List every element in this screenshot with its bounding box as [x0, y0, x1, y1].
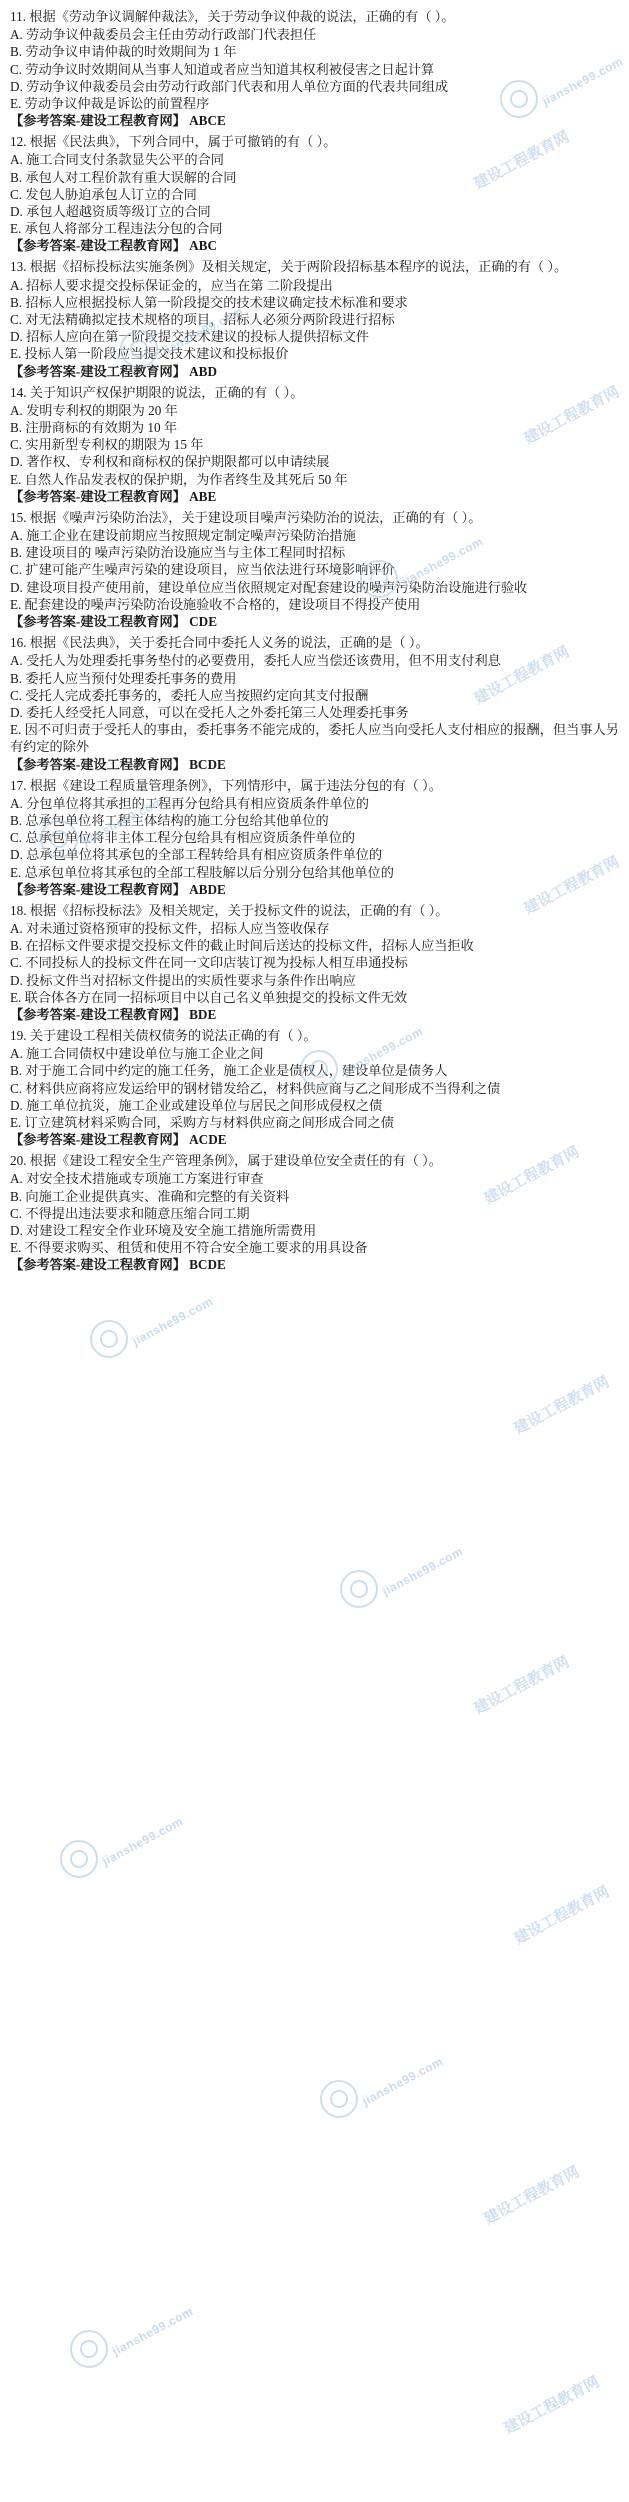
question-block: [10, 133, 619, 255]
answer-suffix: 】: [172, 756, 186, 772]
option-item: C. 扩建可能产生噪声污染的建设项目，应当依法进行环境影响评价: [10, 562, 395, 578]
answer-line: [10, 1256, 619, 1274]
watermark-logo-icon: [70, 2330, 108, 2368]
option-item: D. 建设项目投产使用前，建设单位应当依照规定对配套建设的噪声污染防治设施进行验收: [10, 579, 528, 595]
option-item: C. 劳动争议时效期间从当事人知道或者应当知道其权利被侵害之日起计算: [10, 61, 435, 77]
watermark-brand-text: 建设工程教育网: [511, 1373, 613, 1438]
answer-line: [10, 237, 619, 255]
watermark-logo-icon: [60, 1840, 98, 1878]
option-item: D. 总承包单位将其承包的全部工程转给具有相应资质条件单位的: [10, 847, 383, 863]
question-stem: 12. 根据《民法典》，下列合同中，属于可撤销的有（ ）。: [10, 134, 337, 150]
option-item: C. 受托人完成委托事务的，委托人应当按照约定向其支付报酬: [10, 687, 369, 703]
answer-suffix: 】: [172, 881, 186, 897]
answer-prefix: 【参考答案-: [10, 363, 81, 379]
option-item: D. 劳动争议仲裁委员会由劳动行政部门代表和用人单位方面的代表共同组成: [10, 78, 449, 94]
option-item: A. 劳动争议仲裁委员会主任由劳动行政部门代表担任: [10, 27, 317, 43]
answer-line: [10, 613, 619, 631]
option-item: D. 投标文件当对招标文件提出的实质性要求与条件作出响应: [10, 972, 356, 988]
option-item: A. 受托人为处理委托事务垫付的必要费用，委托人应当偿还该费用，但不用支付利息: [10, 653, 501, 669]
watermark-brand-text: 建设工程教育网: [481, 2163, 583, 2228]
option-item: A. 对安全技术措施或专项施工方案进行审查: [10, 1171, 264, 1187]
answer-line: [10, 363, 619, 381]
watermark-site-text: jianshe99.com: [400, 534, 486, 589]
question-stem: 19. 关于建设工程相关债权债务的说法正确的有（ ）。: [10, 1027, 317, 1043]
answer-suffix: 】: [172, 488, 186, 504]
answer-value: ACDE: [189, 1132, 227, 1148]
watermark-site-text: jianshe99.com: [110, 2304, 196, 2359]
watermark-logo-icon: [340, 1570, 378, 1608]
option-item: B. 对于施工合同中约定的施工任务，施工企业是债权人，建设单位是债务人: [10, 1063, 448, 1079]
option-item: A. 施工合同债权中建设单位与施工企业之间: [10, 1046, 264, 1062]
answer-value: ABCE: [189, 113, 226, 129]
question-stem: 14. 关于知识产权保护期限的说法，正确的有（ ）。: [10, 384, 304, 400]
answer-source: 建设工程教育网: [80, 881, 173, 897]
option-item: C. 发包人胁迫承包人订立的合同: [10, 186, 197, 202]
answer-source: 建设工程教育网: [80, 756, 173, 772]
option-item: D. 招标人应向在第一阶段提交技术建议的投标人提供招标文件: [10, 329, 369, 345]
option-item: C. 不同投标人的投标文件在同一文印店装订视为投标人相互串通投标: [10, 955, 408, 971]
answer-source: 建设工程教育网: [80, 488, 173, 504]
question-stem: 17. 根据《建设工程质量管理条例》，下列情形中，属于违法分包的有（ ）。: [10, 777, 442, 793]
watermark-site-text: jianshe99.com: [540, 54, 626, 109]
answer-line: [10, 488, 619, 506]
answer-source: 建设工程教育网: [80, 363, 173, 379]
answer-value: BDE: [189, 1006, 217, 1022]
answer-source: 建设工程教育网: [80, 1132, 173, 1148]
watermark-site-text: jianshe99.com: [100, 1814, 186, 1869]
question-block: [10, 777, 619, 899]
option-item: C. 对无法精确拟定技术规格的项目，招标人必须分两阶段进行招标: [10, 312, 395, 328]
answer-value: ABDE: [189, 881, 226, 897]
answer-value: BCDE: [189, 756, 226, 772]
watermark-site-text: jianshe99.com: [340, 1024, 426, 1079]
watermark-site-text: jianshe99.com: [130, 1294, 216, 1349]
option-item: A. 施工合同支付条款显失公平的合同: [10, 152, 224, 168]
answer-value: ABC: [189, 238, 217, 254]
watermark-site-text: jianshe99.com: [80, 794, 166, 849]
question-block: [10, 384, 619, 506]
question-block: [10, 258, 619, 380]
option-item: A. 对未通过资格预审的投标文件，招标人应当签收保存: [10, 920, 330, 936]
option-item: A. 发明专利权的期限为 20 年: [10, 402, 178, 418]
answer-source: 建设工程教育网: [80, 238, 173, 254]
answer-source: 建设工程教育网: [80, 1257, 173, 1273]
answer-prefix: 【参考答案-: [10, 113, 81, 129]
option-item: E. 订立建筑材料采购合同，采购方与材料供应商之间形成合同之债: [10, 1114, 394, 1130]
option-item: E. 联合体各方在同一招标项目中以自己名义单独提交的投标文件无效: [10, 989, 408, 1005]
option-item: A. 分包单位将其承担的工程再分包给具有相应资质条件单位的: [10, 795, 369, 811]
question-stem: 18. 根据《招标投标法》及相关规定，关于投标文件的说法，正确的有（ ）。: [10, 902, 449, 918]
option-item: C. 实用新型专利权的期限为 15 年: [10, 437, 204, 453]
answer-prefix: 【参考答案-: [10, 756, 81, 772]
answer-prefix: 【参考答案-: [10, 238, 81, 254]
answer-source: 建设工程教育网: [80, 113, 173, 129]
option-item: E. 投标人第一阶段应当提交技术建议和投标报价: [10, 346, 289, 362]
question-block: [10, 1027, 619, 1149]
watermark-logo-icon: [90, 1320, 128, 1358]
answer-suffix: 】: [172, 363, 186, 379]
option-item: E. 承包人将部分工程违法分包的合同: [10, 221, 223, 237]
watermark-brand-text: 建设工程教育网: [481, 1143, 583, 1208]
answer-prefix: 【参考答案-: [10, 1006, 81, 1022]
answer-line: [10, 1006, 619, 1024]
option-item: B. 向施工企业提供真实、准确和完整的有关资料: [10, 1188, 290, 1204]
option-item: D. 施工单位抗災，施工企业或建设单位与居民之间形成侵权之债: [10, 1097, 383, 1113]
option-item: E. 自然人作品发表权的保护期，为作者终生及其死后 50 年: [10, 471, 348, 487]
answer-suffix: 】: [172, 1132, 186, 1148]
answer-suffix: 】: [172, 1257, 186, 1273]
option-item: C. 不得提出违法要求和随意压缩合同工期: [10, 1205, 250, 1221]
answer-source: 建设工程教育网: [80, 614, 173, 630]
option-item: C. 总承包单位将非主体工程分包给具有相应资质条件单位的: [10, 830, 356, 846]
option-item: D. 著作权、专利权和商标权的保护期限都可以申请续展: [10, 454, 330, 470]
option-item: B. 承包人对工程价款有重大误解的合同: [10, 169, 237, 185]
question-stem: 20. 根据《建设工程安全生产管理条例》，属于建设单位安全责任的有（ ）。: [10, 1153, 442, 1169]
option-item: C. 材料供应商将应发运给甲的钢材错发给乙，材料供应商与乙之间形成不当得利之债: [10, 1080, 501, 1096]
question-stem: 16. 根据《民法典》，关于委托合同中委托人义务的说法，正确的是（ ）。: [10, 635, 429, 651]
answer-line: [10, 756, 619, 774]
answer-value: ABE: [189, 488, 217, 504]
watermark-brand-text: 建设工程教育网: [511, 1883, 613, 1948]
option-item: B. 总承包单位将工程主体结构的施工分包给其他单位的: [10, 812, 329, 828]
watermark-logo-icon: [320, 2080, 358, 2118]
answer-suffix: 】: [172, 113, 186, 129]
answer-prefix: 【参考答案-: [10, 1257, 81, 1273]
answer-source: 建设工程教育网: [80, 1006, 173, 1022]
watermark-brand-text: 建设工程教育网: [501, 2373, 603, 2438]
answer-value: CDE: [189, 614, 217, 630]
answer-value: BCDE: [189, 1257, 226, 1273]
answer-line: [10, 112, 619, 130]
watermark-site-text: jianshe99.com: [380, 1544, 466, 1599]
option-item: B. 劳动争议申请仲裁的时效期间为 1 年: [10, 44, 237, 60]
watermark-site-text: jianshe99.com: [360, 2054, 446, 2109]
watermark-brand-text: 建设工程教育网: [471, 643, 573, 708]
answer-prefix: 【参考答案-: [10, 488, 81, 504]
watermark-site-text: jianshe99.com: [160, 304, 246, 359]
option-item: B. 招标人应根据投标人第一阶段提交的技术建议确定技术标准和要求: [10, 294, 408, 310]
option-item: D. 委托人经受托人同意，可以在受托人之外委托第三人处理委托事务: [10, 704, 409, 720]
question-block: [10, 634, 619, 773]
option-item: B. 建设项目的 噪声污染防治设施应当与主体工程同时招标: [10, 545, 346, 561]
option-item: E. 劳动争议仲裁是诉讼的前置程序: [10, 96, 210, 112]
answer-suffix: 】: [172, 238, 186, 254]
answer-value: ABD: [189, 363, 217, 379]
option-item: E. 不得要求购买、租赁和使用不符合安全施工要求的用具设备: [10, 1240, 368, 1256]
question-block: [10, 8, 619, 130]
watermark-brand-text: 建设工程教育网: [521, 853, 623, 918]
answer-prefix: 【参考答案-: [10, 614, 81, 630]
option-item: B. 在招标文件要求提交投标文件的截止时间后送达的投标文件，招标人应当拒收: [10, 938, 474, 954]
answer-prefix: 【参考答案-: [10, 1132, 81, 1148]
option-item: B. 注册商标的有效期为 10 年: [10, 420, 178, 436]
question-block: [10, 902, 619, 1024]
question-block: [10, 1152, 619, 1274]
option-item: B. 委托人应当预付处理委托事务的费用: [10, 670, 237, 686]
question-block: [10, 509, 619, 631]
answer-suffix: 】: [172, 1006, 186, 1022]
option-item: D. 承包人超越资质等级订立的合同: [10, 204, 211, 220]
question-stem: 15. 根据《噪声污染防治法》，关于建设项目噪声污染防治的说法，正确的有（ ）。: [10, 509, 482, 525]
option-item: E. 总承包单位将其承包的全部工程肢解以后分别分包给其他单位的: [10, 864, 394, 880]
option-item: A. 招标人要求提交投标保证金的，应当在第 二阶段提出: [10, 277, 333, 293]
answer-prefix: 【参考答案-: [10, 881, 81, 897]
option-item: E. 配套建设的噪声污染防治设施验收不合格的，建设项目不得投产使用: [10, 596, 421, 612]
watermark-brand-text: 建设工程教育网: [521, 383, 623, 448]
question-stem: 13. 根据《招标投标法实施条例》及相关规定，关于两阶段招标基本程序的说法，正确的有（ ）。: [10, 259, 568, 275]
watermark-brand-text: 建设工程教育网: [471, 1653, 573, 1718]
option-item: A. 施工企业在建设前期应当按照规定制定噪声污染防治措施: [10, 528, 356, 544]
answer-line: [10, 881, 619, 899]
answer-suffix: 】: [172, 614, 186, 630]
option-item: D. 对建设工程安全作业环境及安全施工措施所需费用: [10, 1222, 317, 1238]
question-stem: 11. 根据《劳动争议调解仲裁法》，关于劳动争议仲裁的说法，正确的有（ ）。: [10, 9, 455, 24]
answer-line: [10, 1131, 619, 1149]
watermark-brand-text: 建设工程教育网: [471, 128, 573, 193]
option-item: E. 因不可归责于受托人的事由，委托事务不能完成的，委托人应当向受托人支付相应的报酬，但当事人另有约定的除外: [10, 722, 619, 755]
